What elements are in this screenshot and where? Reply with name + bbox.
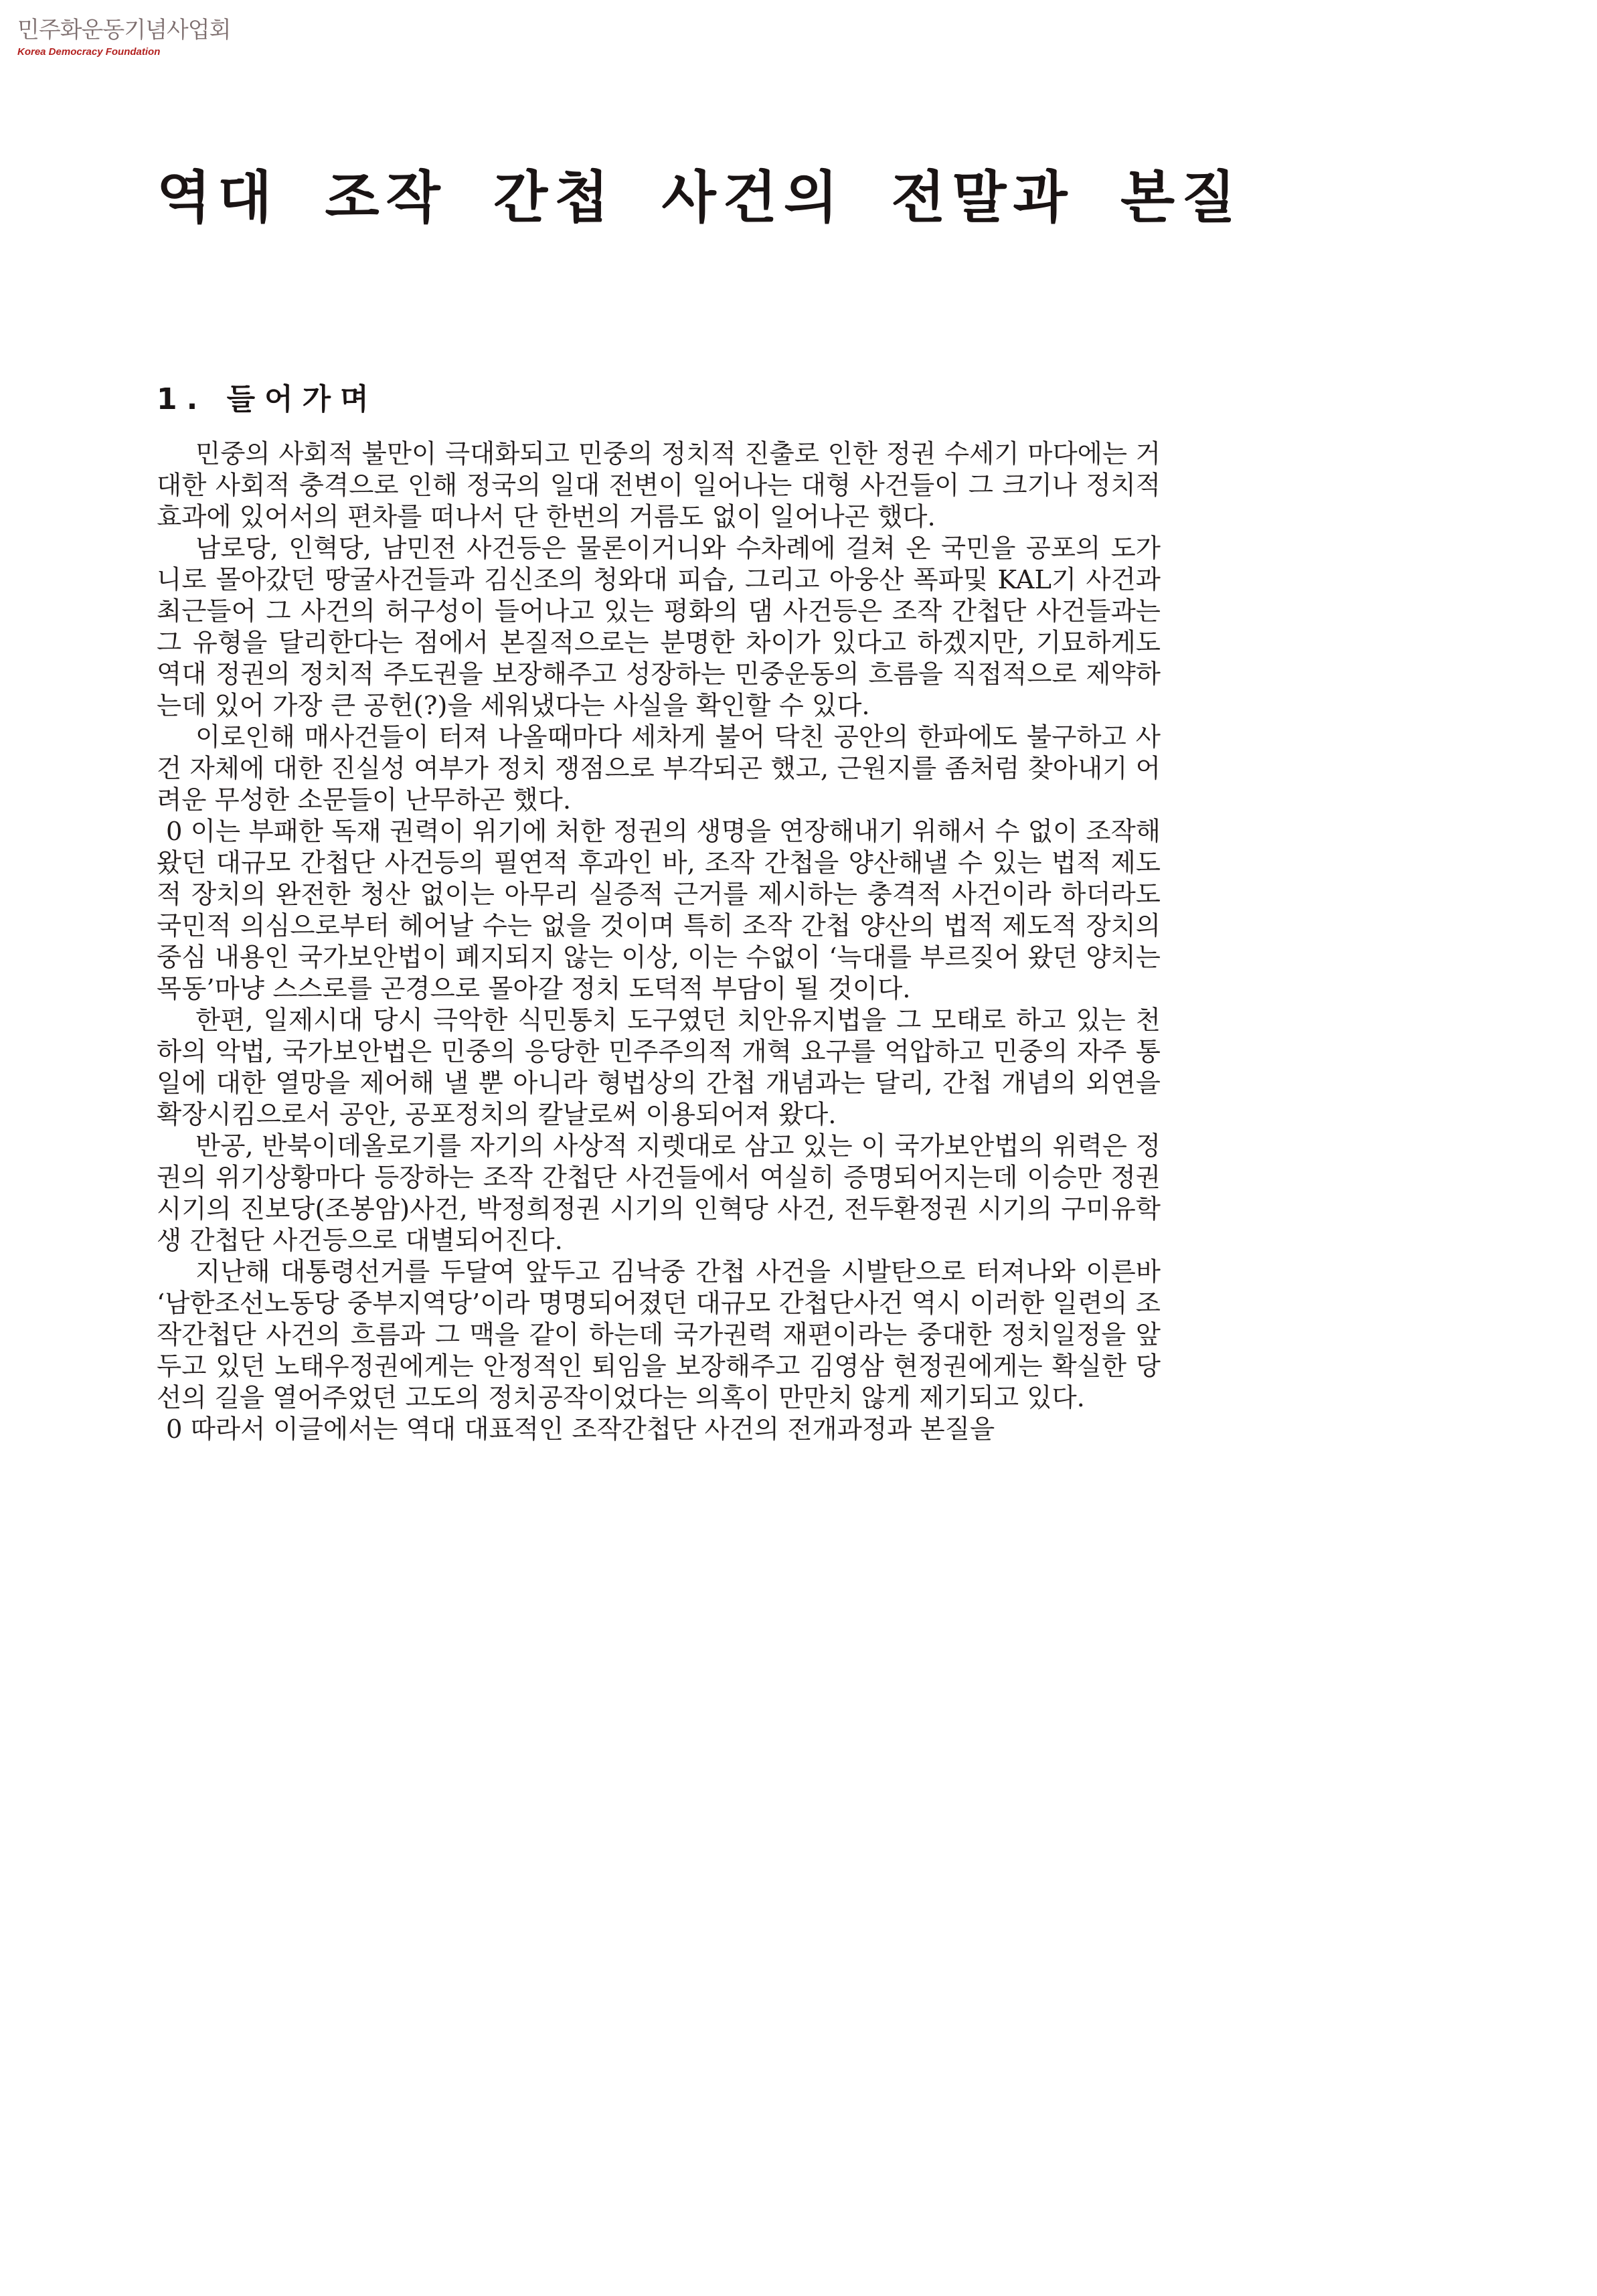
- page-title: 역대 조작 간첩 사건의 전말과 본질: [157, 165, 1243, 230]
- paragraph: 한편, 일제시대 당시 극악한 식민통치 도구였던 치안유지법을 그 모태로 하고 있는 천하의 악법, 국가보안법은 민중의 응당한 민주주의적 개혁 요구를 억압하고 민중의 자주 통일에 대한 열망을 제어해 낼 뿐 아니라 형법상의 간첩 개념과는 달리, 간첩 개념의 외연을 확장시킴으로서 공안, 공포정치의 칼날로써 이용되어져 왔다.: [157, 1005, 1161, 1130]
- watermark-english-name: Korea Democracy Foundation: [17, 46, 161, 58]
- foundation-watermark: [17, 17, 232, 58]
- paragraph: 지난해 대통령선거를 두달여 앞두고 김낙중 간첩 사건을 시발탄으로 터져나와 이른바 ‘남한조선노동당 중부지역당’이라 명명되어졌던 대규모 간첩단사건 역시 이러한 일련의 조작간첩단 사건의 흐름과 그 맥을 같이 하는데 국가권력 재편이라는 중대한 정치일정을 앞두고 있던 노태우정권에게는 안정적인 퇴임을 보장해주고 김영삼 현정권에게는 확실한 당선의 길을 열어주었던 고도의 정치공작이었다는 의혹이 만만치 않게 제기되고 있다.: [157, 1257, 1161, 1413]
- section-heading: 1. 들어가며: [157, 382, 378, 416]
- body-text: [157, 438, 1161, 1445]
- watermark-korean-name: 민주화운동기념사업회: [17, 17, 231, 44]
- paragraph: 0 따라서 이글에서는 역대 대표적인 조작간첩단 사건의 전개과정과 본질을: [166, 1414, 995, 1445]
- paragraph: 이로인해 매사건들이 터져 나올때마다 세차게 불어 닥친 공안의 한파에도 불구하고 사건 자체에 대한 진실성 여부가 정치 쟁점으로 부각되곤 했고, 근원지를 좀처럼 찾아내기 어려운 무성한 소문들이 난무하곤 했다.: [157, 722, 1161, 815]
- paragraph: 0 이는 부패한 독재 권력이 위기에 처한 정권의 생명을 연장해내기 위해서 수 없이 조작해 왔던 대규모 간첩단 사건등의 필연적 후과인 바, 조작 간첩을 양산해낼 수 있는 법적 제도적 장치의 완전한 청산 없이는 아무리 실증적 근거를 제시하는 충격적 사건이라 하더라도 국민적 의심으로부터 헤어날 수는 없을 것이며 특히 조작 간첩 양산의 법적 제도적 장치의 중심 내용인 국가보안법이 폐지되지 않는 이상, 이는 수없이 ‘늑대를 부르짖어 왔던 양치는 목동’마냥 스스로를 곤경으로 몰아갈 정치 도덕적 부담이 될 것이다.: [157, 817, 1161, 1004]
- paragraph: 반공, 반북이데올로기를 자기의 사상적 지렛대로 삼고 있는 이 국가보안법의 위력은 정권의 위기상황마다 등장하는 조작 간첩단 사건들에서 여실히 증명되어지는데 이승만 정권 시기의 진보당(조봉암)사건, 박정희정권 시기의 인혁당 사건, 전두환정권 시기의 구미유학생 간첩단 사건등으로 대별되어진다.: [157, 1131, 1161, 1256]
- paragraph: 남로당, 인혁당, 남민전 사건등은 물론이거니와 수차례에 걸쳐 온 국민을 공포의 도가니로 몰아갔던 땅굴사건들과 김신조의 청와대 피습, 그리고 아웅산 폭파및 KAL기 사건과 최근들어 그 사건의 허구성이 들어나고 있는 평화의 댐 사건등은 조작 간첩단 사건들과는 그 유형을 달리한다는 점에서 본질적으로는 분명한 차이가 있다고 하겠지만, 기묘하게도 역대 정권의 정치적 주도권을 보장해주고 성장하는 민중운동의 흐름을 직접적으로 제약하는데 있어 가장 큰 공헌(?)을 세워냈다는 사실을 확인할 수 있다.: [157, 534, 1161, 721]
- paragraph: 민중의 사회적 불만이 극대화되고 민중의 정치적 진출로 인한 정권 수세기 마다에는 거대한 사회적 충격으로 인해 정국의 일대 전변이 일어나는 대형 사건들이 그 크기나 정치적 효과에 있어서의 편차를 떠나서 단 한번의 거름도 없이 일어나곤 했다.: [157, 439, 1161, 532]
